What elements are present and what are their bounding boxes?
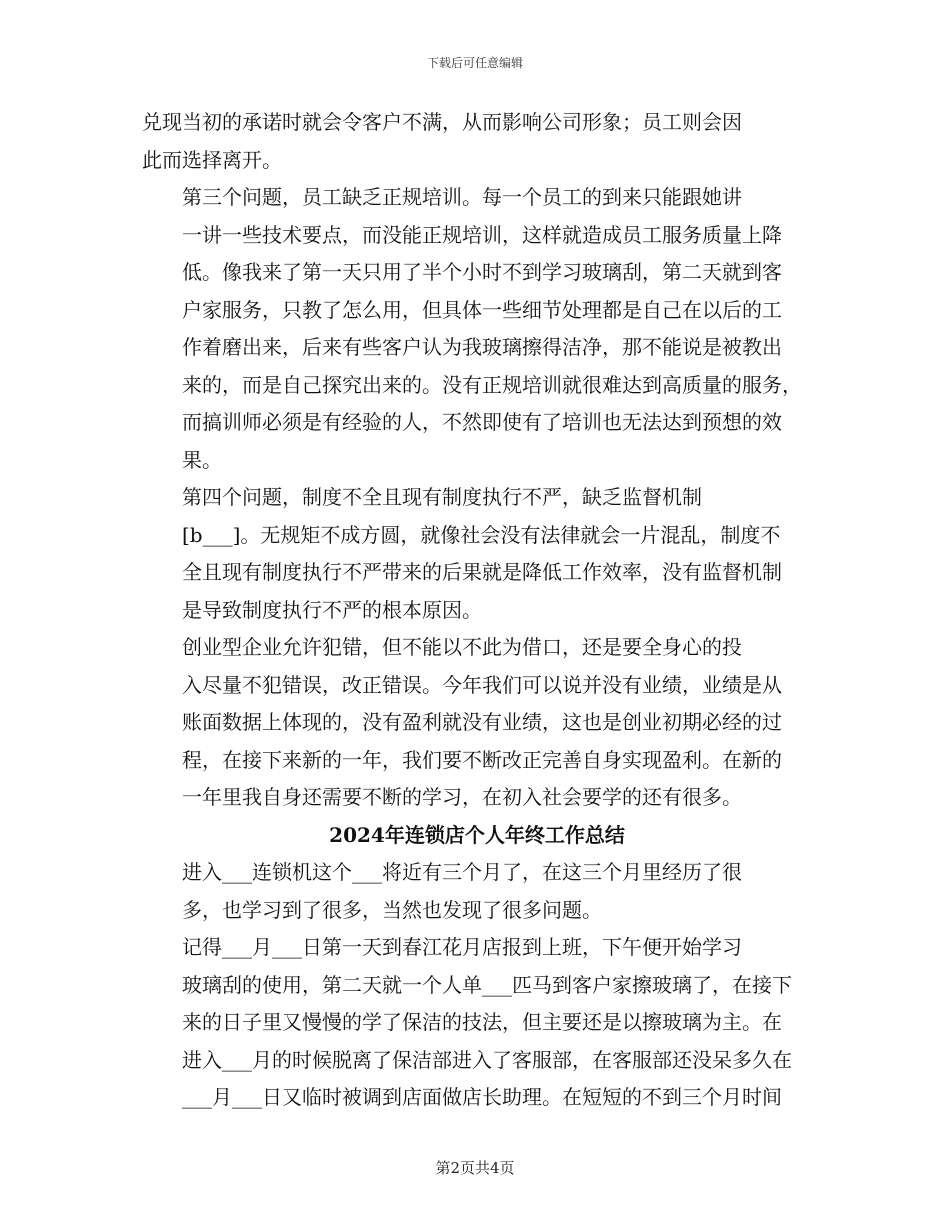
text-line: 进入___连锁机这个___将近有三个月了，在这三个月里经历了很 (182, 860, 742, 884)
paragraph (142, 179, 812, 479)
text-line: 程，在接下来新的一年，我们要不断改正完善自身实现盈利。在新的 (182, 747, 782, 772)
text-line: 作着磨出来，后来有些客户认为我玻璃擦得洁净，那不能说是被教出 (182, 335, 782, 359)
paragraphs-part1 (142, 104, 812, 817)
text-line: 来的，而是自己探究出来的。没有正规培训就很难达到高质量的服务， (182, 372, 802, 397)
text-line: 进入___月的时候脱离了保洁部进入了客服部，在客服部还没呆多久在 (182, 1047, 792, 1072)
text-line: 来的日子里又慢慢的学了保洁的技法，但主要还是以擦玻璃为主。在 (182, 1010, 782, 1034)
section-title: 2024年连锁店个人年终工作总结 (329, 822, 625, 847)
page-footer: 第2页共4页 (435, 1159, 515, 1177)
page-header: 下载后可任意编辑 (426, 56, 523, 70)
paragraphs-part2 (142, 854, 812, 1117)
text-line: [b___]。无规矩不成方圆，就像社会没有法律就会一片混乱，制度不 (182, 522, 781, 547)
text-line: 一讲一些技术要点，而没能正规培训，这样就造成员工服务质量上降 (182, 222, 782, 247)
text-line: 第四个问题，制度不全且现有制度执行不严，缺乏监督机制 (182, 485, 702, 509)
text-line: 账面数据上体现的，没有盈利就没有业绩，这也是创业初期必经的过 (182, 710, 782, 734)
paragraph (142, 104, 812, 179)
text-line: 第三个问题，员工缺乏正规培训。每一个员工的到来只能跟她讲 (182, 185, 742, 209)
paragraph (142, 929, 812, 1117)
paragraph (142, 629, 812, 817)
text-line: 一年里我自身还需要不断的学习，在初入社会要学的还有很多。 (182, 785, 742, 809)
text-line: 是导致制度执行不严的根本原因。 (182, 597, 482, 622)
text-line: 而搞训师必须是有经验的人，不然即使有了培训也无法达到预想的效 (182, 410, 782, 434)
text-line: 此而选择离开。 (142, 147, 282, 172)
document-body (142, 104, 812, 1117)
text-line: ___月___日又临时被调到店面做店长助理。在短短的不到三个月时间 (182, 1085, 782, 1109)
text-line: 玻璃刮的使用，第二天就一个人单___匹马到客户家擦玻璃了，在接下 (182, 972, 792, 997)
text-line: 兑现当初的承诺时就会令客户不满，从而影响公司形象；员工则会因 (142, 110, 742, 134)
text-line: 记得___月___日第一天到春江花月店报到上班，下午便开始学习 (182, 935, 742, 959)
text-line: 低。像我来了第一天只用了半个小时不到学习玻璃刮，第二天就到客 (182, 260, 782, 284)
text-line: 户家服务，只教了怎么用，但具体一些细节处理都是自己在以后的工 (182, 297, 782, 322)
text-line: 创业型企业允许犯错，但不能以不此为借口，还是要全身心的投 (182, 635, 742, 659)
paragraph (142, 854, 812, 929)
text-line: 果。 (182, 447, 222, 472)
paragraph (142, 479, 812, 629)
text-line: 全且现有制度执行不严带来的后果就是降低工作效率，没有监督机制 (182, 560, 782, 584)
text-line: 多，也学习到了很多，当然也发现了很多问题。 (182, 897, 602, 922)
text-line: 入尽量不犯错误，改正错误。今年我们可以说并没有业绩，业绩是从 (182, 672, 782, 697)
